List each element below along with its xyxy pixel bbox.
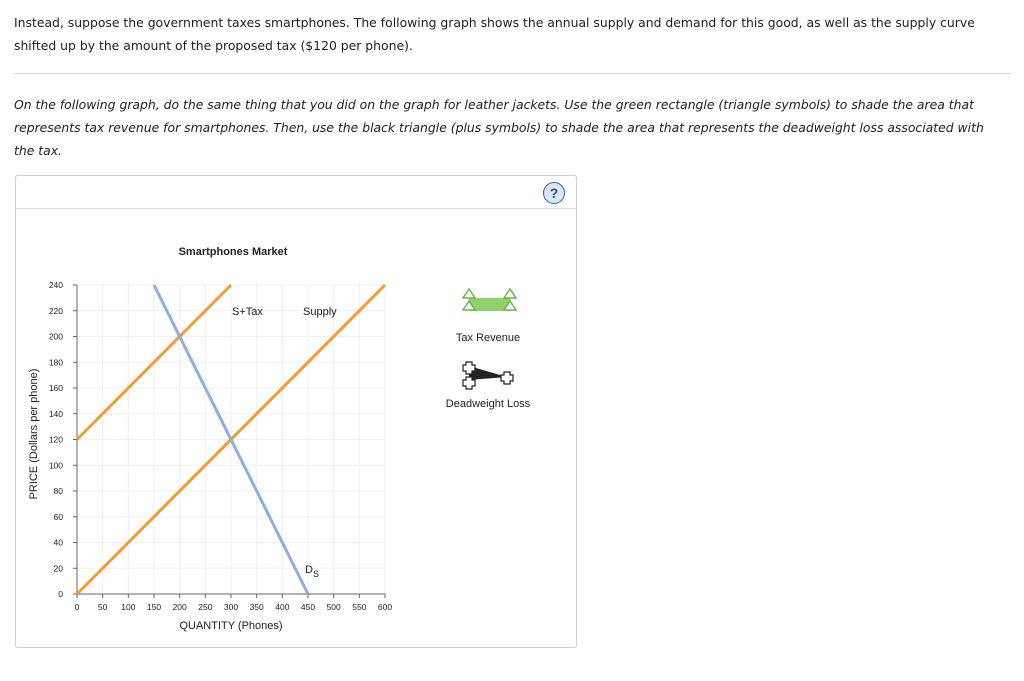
y-tick-label: 220 [48, 305, 63, 316]
divider [14, 73, 1011, 74]
x-tick-label: 150 [146, 602, 162, 612]
chart [16, 176, 576, 647]
x-tick-label: 0 [74, 602, 80, 612]
x-tick-label: 200 [172, 602, 187, 612]
y-tick-label: 0 [58, 589, 63, 599]
chart-title: Smartphones Market [178, 246, 288, 258]
deadweight-loss-tool[interactable] [463, 362, 513, 389]
supply-curve-label: Supply [303, 306, 337, 318]
triangle-icon [504, 289, 516, 298]
y-tick-label: 140 [48, 408, 63, 419]
y-tick-label: 180 [48, 357, 63, 368]
x-tick-label: 600 [377, 602, 393, 612]
y-tick-label: 200 [48, 331, 63, 342]
deadweight-loss-label: Deadweight Loss [445, 398, 531, 410]
x-tick-label: 100 [121, 602, 136, 612]
instructions-text: On the following graph, do the same thing that you did on the graph for leather jackets. Use the green rectangle (triangle symbols) to shade the area that represents tax revenue for smartphones. Then, use the black triangle (plus symbols) to shade the area that represents the deadweight loss associated with the tax. [14, 97, 984, 158]
y-tick-label: 100 [48, 460, 63, 471]
x-tick-label: 500 [326, 602, 341, 612]
s-tax-curve-label: S+Tax [232, 306, 263, 318]
x-tick-label: 350 [249, 602, 264, 612]
graph-panel [15, 175, 577, 648]
y-tick-label: 60 [53, 511, 63, 522]
triangle-icon [463, 289, 475, 298]
y-tick-label: 40 [53, 537, 63, 548]
x-axis-label: QUANTITY (Phones) [179, 620, 283, 632]
y-tick-label: 80 [53, 486, 63, 496]
x-tick-label: 50 [97, 602, 108, 612]
x-tick-label: 250 [198, 602, 213, 612]
y-tick-label: 120 [48, 434, 63, 445]
demand-curve-label: $D_S$ [305, 564, 319, 579]
x-tick-label: 400 [275, 602, 290, 612]
x-tick-label: 550 [352, 602, 367, 612]
y-tick-label: 160 [48, 383, 63, 393]
tax-revenue-tool[interactable] [463, 289, 516, 311]
plus-icon [501, 372, 513, 384]
y-tick-label: 20 [53, 563, 63, 574]
y-tick-label: 240 [48, 280, 63, 290]
x-tick-label: 450 [300, 602, 316, 612]
tax-revenue-label: Tax Revenue [455, 332, 521, 344]
y-axis-label: PRICE (Dollars per phone) [28, 368, 40, 500]
x-tick-label: 300 [223, 602, 239, 612]
intro-text: Instead, suppose the government taxes smartphones. The following graph shows the annual supply and demand for this good, as well as the supply curve shifted up by the amount of the proposed tax ($120 per phone). [14, 15, 975, 53]
help-button[interactable]: ? [543, 182, 565, 204]
